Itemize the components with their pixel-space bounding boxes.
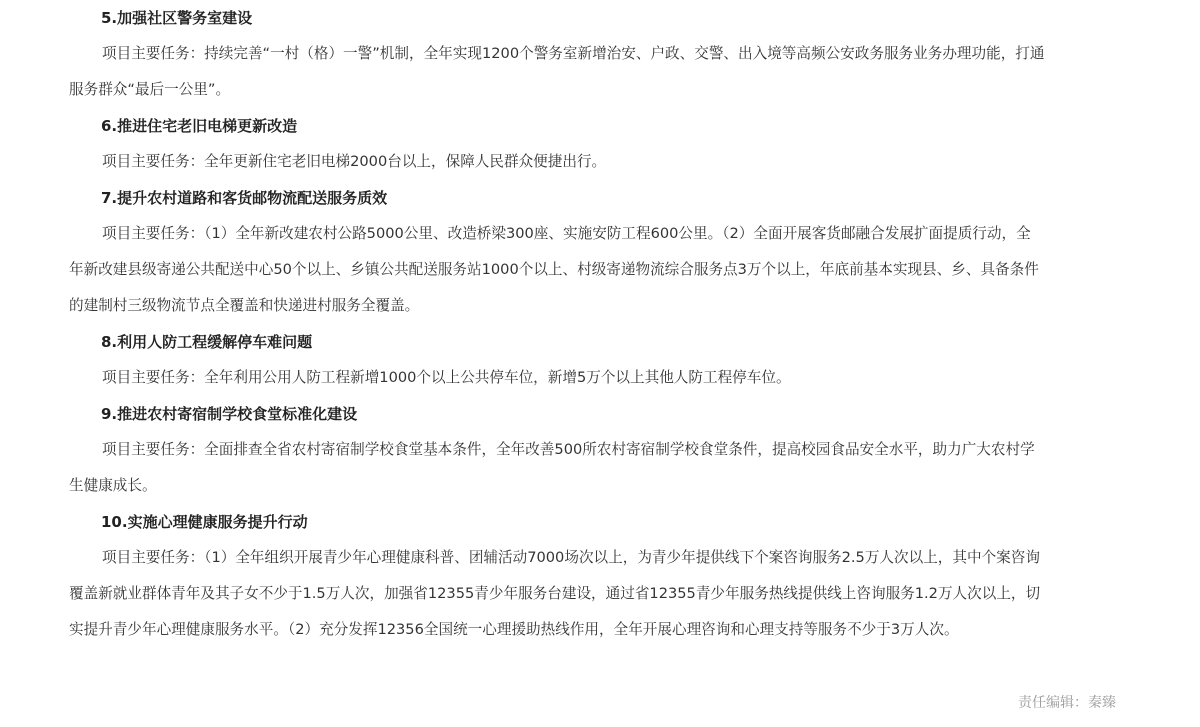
paragraph-line: 项目主要任务：全面排查全省农村寄宿制学校食堂基本条件，全年改善500所农村寄宿制学校食堂条件，提高校园食品安全水平，助力广大农村学	[102, 441, 1035, 458]
section-paragraph	[69, 144, 1131, 180]
paragraph-line: 覆盖新就业群体青年及其子女不少于1.5万人次，加强省12355青少年服务台建设，通过省12355青少年服务热线提供线上咨询服务1.2万人次以上，切	[69, 585, 1041, 602]
section-7	[69, 180, 1131, 324]
paragraph-line: 项目主要任务：全年更新住宅老旧电梯2000台以上，保障人民群众便捷出行。	[102, 153, 607, 170]
paragraph-line: 服务群众“最后一公里”。	[69, 81, 231, 98]
section-heading: 10.实施心理健康服务提升行动	[101, 513, 308, 531]
paragraph-line: 生健康成长。	[69, 477, 157, 494]
section-paragraph	[69, 216, 1131, 324]
section-5	[69, 0, 1131, 108]
paragraph-line: 项目主要任务：（1）全年组织开展青少年心理健康科普、团辅活动7000场次以上，为青少年提供线下个案咨询服务2.5万人次以上，其中个案咨询	[102, 549, 1040, 566]
responsible-editor: 责任编辑：秦臻	[1018, 695, 1116, 711]
article-body	[69, 0, 1131, 648]
section-6	[69, 108, 1131, 180]
section-10	[69, 504, 1131, 648]
section-heading: 7.提升农村道路和客货邮物流配送服务质效	[101, 189, 388, 207]
paragraph-line: 项目主要任务：持续完善“一村（格）一警”机制，全年实现1200个警务室新增治安、户政、交警、出入境等高频公安政务服务业务办理功能，打通	[102, 45, 1045, 62]
section-heading: 6.推进住宅老旧电梯更新改造	[101, 117, 298, 135]
section-heading: 8.利用人防工程缓解停车难问题	[101, 333, 313, 351]
section-heading: 5.加强社区警务室建设	[101, 9, 253, 27]
section-paragraph	[69, 432, 1131, 504]
section-heading: 9.推进农村寄宿制学校食堂标准化建设	[101, 405, 358, 423]
paragraph-line: 实提升青少年心理健康服务水平。（2）充分发挥12356全国统一心理援助热线作用，全年开展心理咨询和心理支持等服务不少于3万人次。	[69, 621, 959, 638]
section-paragraph	[69, 360, 1131, 396]
paragraph-line: 的建制村三级物流节点全覆盖和快递进村服务全覆盖。	[69, 297, 420, 314]
paragraph-line: 项目主要任务：（1）全年新改建农村公路5000公里、改造桥梁300座、实施安防工程600公里。（2）全面开展客货邮融合发展扩面提质行动，全	[102, 225, 1031, 242]
section-paragraph	[69, 540, 1131, 648]
section-9	[69, 396, 1131, 504]
section-paragraph	[69, 36, 1131, 108]
paragraph-line: 项目主要任务：全年利用公用人防工程新增1000个以上公共停车位，新增5万个以上其他人防工程停车位。	[102, 369, 791, 386]
section-8	[69, 324, 1131, 396]
paragraph-line: 年新改建县级寄递公共配送中心50个以上、乡镇公共配送服务站1000个以上、村级寄递物流综合服务点3万个以上，年底前基本实现县、乡、具备条件	[69, 261, 1039, 278]
